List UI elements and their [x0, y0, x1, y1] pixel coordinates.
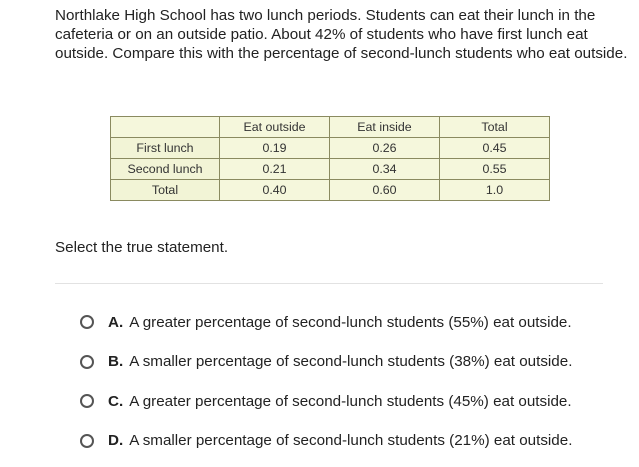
option-letter: C. — [108, 392, 124, 410]
option-d[interactable] — [78, 428, 618, 454]
option-letter: D. — [108, 432, 124, 449]
table-row — [111, 159, 550, 180]
table-cell: 1.0 — [440, 180, 550, 201]
frequency-table — [110, 116, 550, 201]
table-row-label: Total — [111, 180, 220, 201]
option-letter: A. — [108, 313, 124, 331]
table-header-cell: Eat outside — [220, 117, 330, 138]
table-header-row — [111, 117, 550, 138]
option-text: A smaller percentage of second-lunch students (21%) eat outside. — [129, 432, 573, 449]
radio-button-d[interactable] — [80, 434, 94, 448]
option-a[interactable] — [78, 309, 618, 335]
table-cell: 0.21 — [220, 159, 330, 180]
question-text: Northlake High School has two lunch periods. Students can eat their lunch in the cafeteria or on an outside patio. About 42% of students who have first lunch eat outside. Compare this with the percentage of second-lunch students who eat outside. — [55, 7, 628, 62]
table-row-label: Second lunch — [111, 159, 220, 180]
radio-button-c[interactable] — [80, 394, 94, 408]
table-cell: 0.60 — [330, 180, 440, 201]
table-header-cell — [111, 117, 220, 138]
option-text: A greater percentage of second-lunch students (55%) eat outside. — [129, 313, 572, 331]
table-row-label: First lunch — [111, 138, 220, 159]
two-way-table — [110, 116, 550, 201]
option-text: A greater percentage of second-lunch students (45%) eat outside. — [129, 392, 572, 410]
answer-options — [78, 309, 618, 467]
table-header-cell: Eat inside — [330, 117, 440, 138]
option-c[interactable] — [78, 388, 618, 414]
table-cell: 0.19 — [220, 138, 330, 159]
option-letter: B. — [108, 353, 124, 370]
divider — [55, 283, 603, 284]
option-text: A smaller percentage of second-lunch students (38%) eat outside. — [129, 353, 573, 370]
prompt-text: Select the true statement. — [55, 239, 229, 256]
table-cell: 0.45 — [440, 138, 550, 159]
table-row — [111, 138, 550, 159]
table-row — [111, 180, 550, 201]
table-cell: 0.26 — [330, 138, 440, 159]
table-header-cell: Total — [440, 117, 550, 138]
radio-button-a[interactable] — [80, 315, 94, 329]
table-cell: 0.40 — [220, 180, 330, 201]
table-cell: 0.34 — [330, 159, 440, 180]
radio-button-b[interactable] — [80, 355, 94, 369]
option-b[interactable] — [78, 349, 618, 375]
table-cell: 0.55 — [440, 159, 550, 180]
